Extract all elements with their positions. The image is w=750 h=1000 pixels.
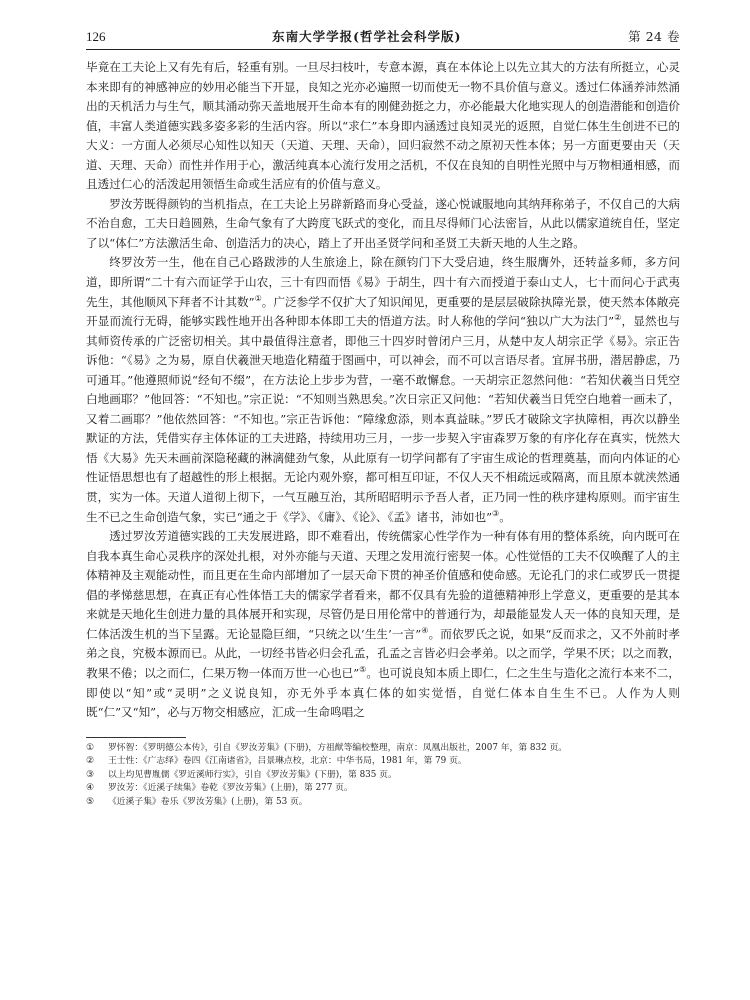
paragraph-text: 透过罗汝芳道德实践的工夫发展进路，即不难看出，传统儒家心性学作为一种有体有用的整体系统，向内既可在自我本真生命心灵秩序的深处扎根，对外亦能与天道、天理之发用流行密契一体。心性觉悟的工夫不仅唤醒了人的主体精神及主观能动性，而且更在生命内部增加了一层天命下贯的神圣价值感和使命感。无论孔门的求仁或罗氏一贯提倡的孝悌慈思想，在真正有心性体悟工夫的儒家学者看来，都不仅具有先验的道德精神形上学意义，更重要的是其本来就是天地化生创进力量的具体展开和实现，尽管仍是日用伦常中的普通行为，却最能显发人天一体的良知天理，是仁体活泼生机的当下呈露。无论显隐巨细，“只统之以‘生生’一言”: [86, 529, 680, 641]
article-body: [86, 58, 680, 723]
footnote-marker[interactable]: ①: [254, 293, 262, 303]
body-paragraph: [86, 527, 680, 722]
footnotes: [86, 742, 680, 810]
footnote-rule: [86, 737, 186, 738]
paragraph-text: 。也可说良知本质上即仁，仁之生生与造化之流行本来不二，即使以“知”或“灵明”之义说良知，亦无外乎本真仁体的如实觉悟，自觉仁体本自生生不已。人作为人则既“仁”又“知”，必与万物交相感应，汇成一生命鸣唱之: [86, 665, 680, 720]
footnote-number: ①: [86, 742, 94, 753]
body-paragraph: [86, 195, 680, 254]
footnote-text: 以上均见曹胤儒《罗近溪师行实》，引自《罗汝芳集》(下册)，第 835 页。: [108, 769, 397, 780]
body-paragraph: [86, 253, 680, 527]
footnote-number: ⑤: [86, 796, 94, 807]
footnote-marker[interactable]: ⑤: [359, 665, 367, 675]
footnote-text: 《近溪子集》卷乐《罗汝芳集》(上册)，第 53 页。: [108, 796, 308, 807]
journal-page: [86, 26, 680, 810]
footnote-text: 罗怀智：《罗明德公本传》，引自《罗汝芳集》(下册)，方祖猷等编校整理，南京：凤凰出版社，2007 年，第 832 页。: [108, 742, 568, 753]
footnote-number: ③: [86, 769, 94, 780]
body-paragraph: [86, 58, 680, 195]
footnote-number: ④: [86, 783, 94, 794]
footnote-marker[interactable]: ④: [421, 626, 429, 635]
paragraph-text: 。广泛参学不仅扩大了知识闻见，更重要的是层层破除执障光景，使天然本体敞亮开显而流行无碍，能够实践性地开出各种即本体即工夫的悟道方法。时人称他的学问“独以广大为法门”: [86, 294, 680, 329]
footnote-item: [86, 742, 680, 756]
footnote-marker[interactable]: ③: [492, 508, 500, 518]
paragraph-text: 。而依罗氏之说，如果“反而求之，又不外前时孝弟之良，究极本源而已。从此，一切经书皆必归会孔孟，孔孟之言皆必归会孝弟。以之而学，学果不厌；以之而教，教果不倦；以之而仁，仁果万物一体而万世一心也已”: [86, 626, 681, 680]
paragraph-text: 。: [499, 509, 511, 524]
footnote-item: [86, 796, 680, 810]
paragraph-text: 罗汝芳既得颜钧的当机指点，在工夫论上另辟新路而身心受益，遂心悦诚服地向其纳拜称弟子，不仅自己的大病不治自愈，工夫日趋圆熟，生命气象有了大跨度飞跃式的变化，而且尽得师门心法密旨，从此以儒家道统自任，坚定了以“体仁”方法激活生命、创造活力的决心，踏上了开出圣贤学问和圣贤工夫新天地的人生之路。: [86, 196, 680, 250]
paragraph-text: 终罗汝芳一生，他在自己心路跋涉的人生旅途上，除在颜钧门下大受启迪，终生服膺外，还转益多师，多方问道，即所谓“二十有六而证学于山农，三十有四而悟《易》于胡生，四十有六而授道于泰山丈人，七十而问心于武夷先生，其他顺风下拜者不计其数”: [86, 255, 680, 309]
footnote-item: [86, 782, 680, 796]
footnote-marker[interactable]: ②: [614, 313, 622, 323]
page-number: 126: [86, 29, 106, 44]
footnote-number: ②: [86, 756, 94, 767]
journal-title: 东南大学学报(哲学社会科学版): [272, 29, 462, 44]
footnote-text: 王士性：《广志绎》卷四《江南诸省》，吕景琳点校，北京：中华书局，1981 年，第 79 页。: [108, 756, 467, 767]
paragraph-text: 毕竟在工夫论上又有先有后，轻重有别。一旦尽扫枝叶，专意本源，真在本体论上以先立其大的方法有所挺立，心灵本来即有的神感神应的妙用必能当下开显，良知之光亦必遍照一切而使无一物不具价值与意义。透过仁体涵养沛然涌出的天机活力与生气，顺其涌动弥天盖地展开生命本有的刚健劲挺之力，亦必能最大化地实现人的创造潜能和创造价值，丰富人类道德实践多姿多彩的生活内容。所以“求仁”本身即内涵透过良知灵光的返照，自觉仁体生生创进不已的大义：一方面人必须尽心知性以知天（天道、天理、天命），回归寂然不动之原初天性本体；另一方面更要由天（天道、天理、天命）而性并作用于心，激活纯真本心流行发用之活机，不仅在良知的自明性光照中与万物相通相感，而且透过仁心的活泼起用领悟生命或生活应有的价值与意义。: [86, 60, 680, 192]
footnote-item: [86, 755, 680, 769]
running-header: [86, 26, 680, 50]
paragraph-text: ，显然也与其师资传承的广泛密切相关。其中最值得注意者，即他三十四岁时曾闭户三月，从楚中友人胡宗正学《易》。宗正告诉他：“《易》之为易，原自伏羲泄天地造化精蕴于图画中，可以神会，而不可以言语尽者。宜屏书册，潜居静虑，乃可通耳。”他遵照师说“经旬不缀”，在方法论上步步为营，一毫不敢懈怠。一天胡宗正忽然问他：“若知伏羲当日凭空白地画耶？”他回答：“不知也。”宗正说：“不知则当熟思矣。”次日宗正又问他：“若知伏羲当日凭空白地着一画未了，又着二画耶？”他依然回答：“不知也。”宗正告诉他：“障缘愈添，则本真益昧。”罗氏才破除文字执障相，再次以静坐默证的方法，凭借实存主体体证的工夫进路，持续用功三月，一步一步契入宇宙森罗万象的有序化存在真实，恍然大悟《大易》先天未画前深隐秘藏的淋漓健劲气象，从此原有一切学问都有了宇宙生成论的哲理奠基，而向内体证的心性证悟思想也有了超越性的形上根据。无论内观外察，都可相互印证，不仅人天不相疏远或隔离，而且原本就浃然通贯，实为一体。天道人道彻上彻下，一气互融互治，其所昭昭明示予吾人者，正乃同一性的秩序建构原则。而宇宙生生不已之生命创造气象，实已“通之于《学》、《庸》、《论》、《孟》诸书，沛如也”: [86, 314, 681, 524]
volume-label: 第 24 卷: [628, 29, 680, 44]
footnote-item: [86, 769, 680, 783]
footnote-text: 罗汝芳：《近溪子续集》卷乾《罗汝芳集》(上册)，第 277 页。: [108, 783, 353, 794]
